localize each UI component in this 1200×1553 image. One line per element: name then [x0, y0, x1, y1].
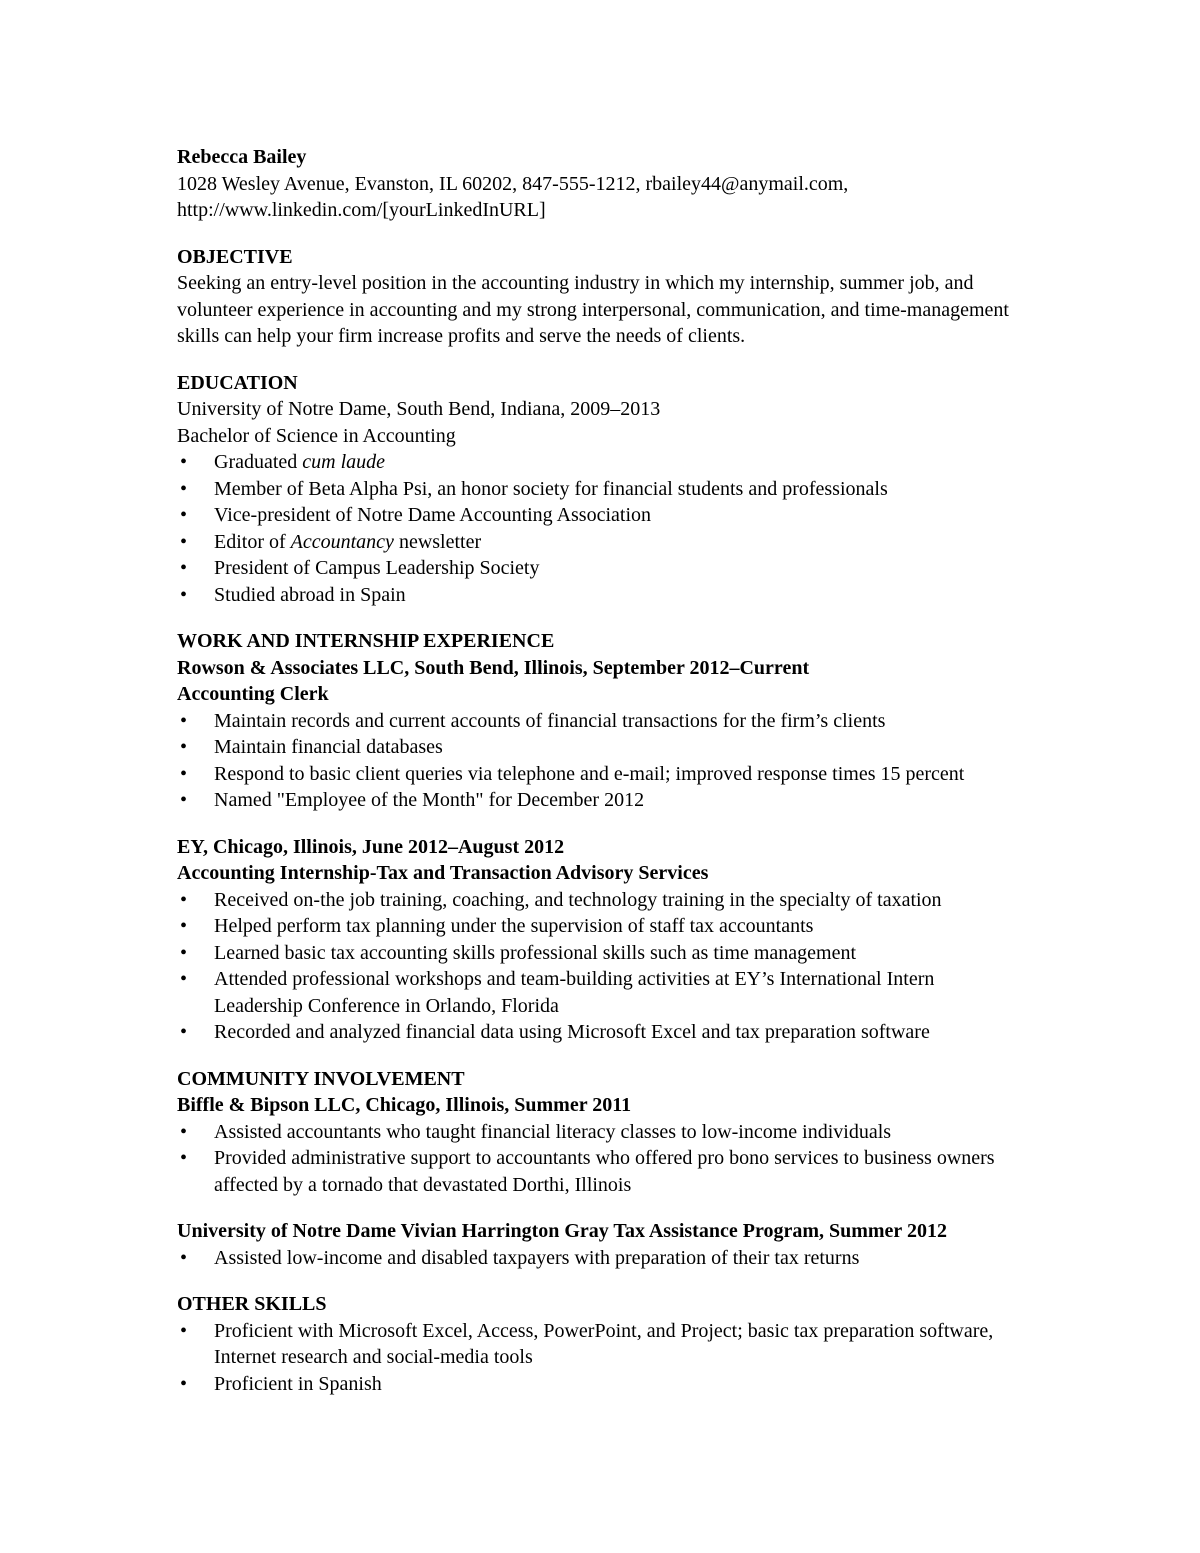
work-heading: WORK AND INTERNSHIP EXPERIENCE — [177, 630, 555, 652]
linkedin-url: http://www.linkedin.com/[yourLinkedInURL] — [177, 199, 546, 221]
job-bullet: • Named "Employee of the Month" for December 2012 — [177, 787, 1028, 814]
skills-heading: OTHER SKILLS — [177, 1293, 327, 1315]
job-entry — [177, 655, 1028, 814]
job-title: Accounting Clerk — [177, 683, 329, 705]
education-bullet — [177, 502, 1028, 529]
education-heading: EDUCATION — [177, 371, 298, 394]
section-other-skills — [177, 1291, 1028, 1397]
bullet-text: Studied abroad in Spain — [214, 583, 406, 606]
job-bullet: • Recorded and analyzed financial data using Microsoft Excel and tax preparation software — [177, 1019, 1028, 1046]
job-bullet-list — [177, 708, 1028, 814]
job-bullet: • Received on-the job training, coaching, and technology training in the specialty of taxation — [177, 887, 1028, 914]
bullet-text: Graduated — [214, 451, 303, 473]
job-bullet: • Maintain records and current accounts of financial transactions for the firm’s clients — [177, 708, 1028, 735]
person-name: Rebecca Bailey — [177, 146, 307, 168]
job-bullet: • Learned basic tax accounting skills professional skills such as time management — [177, 940, 1028, 967]
bullet-text: Vice-president of Notre Dame Accounting Association — [214, 504, 652, 526]
job-bullet: • Helped perform tax planning under the supervision of staff tax accountants — [177, 913, 1028, 940]
bullet-text: newsletter — [393, 530, 482, 553]
community-heading: COMMUNITY INVOLVEMENT — [177, 1067, 465, 1090]
community-bullet: • Provided administrative support to accountants who offered pro bono services to business owners affected by a tornado that devastated Dorthi, Illinois — [177, 1145, 1028, 1198]
education-bullet-list — [177, 449, 1028, 608]
job-bullet-list — [177, 887, 1028, 1046]
bullet-italic-text: Accountancy — [290, 530, 394, 553]
community-org: University of Notre Dame Vivian Harrington Gray Tax Assistance Program, Summer 2012 — [177, 1220, 947, 1242]
education-bullet — [177, 476, 1028, 503]
job-bullet: • Attended professional workshops and team-building activities at EY’s International Intern Leadership Conference in Orlando, Florida — [177, 966, 1028, 1019]
resume-header — [177, 144, 1028, 224]
education-degree: Bachelor of Science in Accounting — [177, 424, 456, 447]
community-bullet: • Assisted accountants who taught financial literacy classes to low-income individuals — [177, 1119, 1028, 1146]
section-work-experience — [177, 628, 1028, 1046]
bullet-text: Editor of — [214, 530, 291, 553]
community-bullet-list — [177, 1119, 1028, 1199]
community-bullet-list — [177, 1245, 1028, 1272]
job-bullet: • Respond to basic client queries via telephone and e-mail; improved response times 15 percent — [177, 761, 1028, 788]
job-entry — [177, 834, 1028, 1046]
section-objective — [177, 244, 1028, 350]
objective-body: Seeking an entry-level position in the accounting industry in which my internship, summer job, and volunteer experience in accounting and my strong interpersonal, communication, and time-management skills can help your firm increase profits and serve the needs of clients. — [177, 272, 1009, 347]
bullet-text: Member of Beta Alpha Psi, an honor society for financial students and professionals — [214, 477, 888, 500]
education-bullet — [177, 449, 1028, 476]
education-bullet — [177, 555, 1028, 582]
community-bullet: • Assisted low-income and disabled taxpayers with preparation of their tax returns — [177, 1245, 1028, 1272]
education-bullet — [177, 582, 1028, 609]
job-title: Accounting Internship-Tax and Transaction Advisory Services — [177, 862, 709, 884]
community-entry — [177, 1092, 1028, 1198]
education-bullet — [177, 529, 1028, 556]
job-employer: Rowson & Associates LLC, South Bend, Illinois, September 2012–Current — [177, 656, 810, 679]
section-education — [177, 370, 1028, 609]
job-bullet: • Maintain financial databases — [177, 734, 1028, 761]
section-community-involvement — [177, 1066, 1028, 1272]
community-entry — [177, 1218, 1028, 1271]
education-school: University of Notre Dame, South Bend, Indiana, 2009–2013 — [177, 398, 661, 420]
job-employer: EY, Chicago, Illinois, June 2012–August 2012 — [177, 835, 565, 858]
objective-heading: OBJECTIVE — [177, 245, 293, 268]
bullet-text: President of Campus Leadership Society — [214, 557, 540, 579]
skills-bullet: • Proficient in Spanish — [177, 1371, 1028, 1398]
contact-line: 1028 Wesley Avenue, Evanston, IL 60202, 847-555-1212, rbailey44@anymail.com, — [177, 172, 849, 195]
skills-bullet-list — [177, 1318, 1028, 1398]
bullet-italic-text: cum laude — [302, 451, 386, 473]
skills-bullet: • Proficient with Microsoft Excel, Access, PowerPoint, and Project; basic tax preparation software, Internet research and social-media tools — [177, 1318, 1028, 1371]
community-org: Biffle & Bipson LLC, Chicago, Illinois, Summer 2011 — [177, 1094, 632, 1116]
